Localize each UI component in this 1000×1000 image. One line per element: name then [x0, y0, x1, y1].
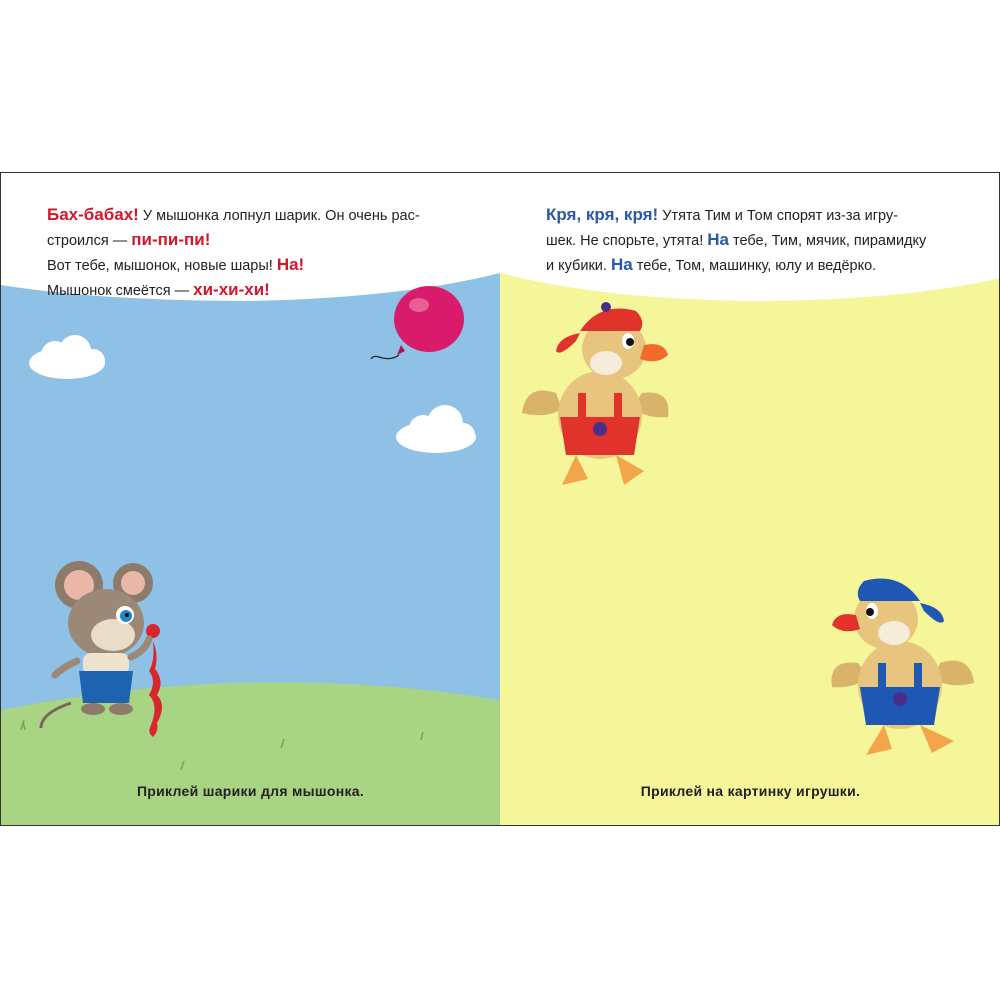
story-line: строился —	[47, 233, 132, 249]
right-story-text	[546, 203, 976, 278]
story-line: тебе, Том, машинку, юлу и ведёрко.	[632, 258, 877, 274]
left-caption: Приклей шарики для мышонка.	[136, 783, 365, 799]
story-line: Утята Тим и Том спорят из-за игру-	[658, 208, 898, 224]
story-line: У мышонка лопнул шарик. Он очень рас-	[138, 208, 420, 224]
duckling-blue-character	[820, 567, 980, 767]
exclaim-squeak: пи-пи-пи!	[131, 230, 211, 249]
exclaim-laugh: хи-хи-хи!	[193, 280, 270, 299]
exclaim-quack: Кря, кря, кря!	[546, 205, 659, 224]
duckling-red-character	[520, 297, 680, 497]
story-line: тебе, Тим, мячик, пирамидку	[729, 233, 927, 249]
highlight-word: На	[707, 230, 729, 249]
right-caption: Приклей на картинку игрушки.	[640, 783, 861, 799]
balloon-icon	[367, 283, 473, 373]
exclaim-bang: Бах-бабах!	[47, 205, 139, 224]
story-line: шек. Не спорьте, утята!	[546, 233, 708, 249]
left-page	[1, 173, 500, 825]
cloud-icon	[25, 333, 109, 383]
story-line: и кубики.	[546, 258, 611, 274]
story-line: Вот тебе, мышонок, новые шары!	[47, 258, 277, 274]
highlight-word: На	[610, 255, 633, 274]
exclaim-here: На!	[276, 255, 305, 274]
story-line: Мышонок смеётся —	[47, 283, 194, 299]
cloud-icon	[393, 405, 479, 457]
book-spread	[0, 172, 1000, 826]
right-page	[500, 173, 1000, 825]
popped-balloon-icon	[141, 641, 165, 737]
